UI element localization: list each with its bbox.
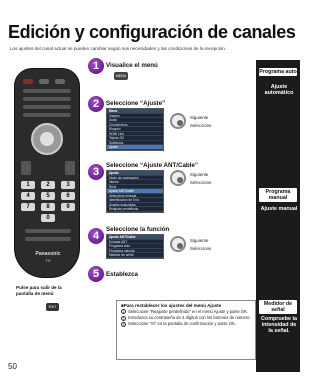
menu-row-selected: Ajuste	[107, 145, 163, 150]
remote-button-row	[25, 237, 71, 241]
sidebar-desc-manual: Ajuste manual	[260, 206, 298, 212]
menu-row: Ajuste	[107, 171, 163, 176]
nav-select-label: Seleccione	[190, 180, 212, 185]
remote-button	[39, 79, 49, 84]
reset-note-title: ■Para restablecer los ajustes del menú Ajuste	[121, 303, 222, 308]
nav-next-label: Siguiente	[190, 172, 209, 177]
number-key: 1	[21, 181, 35, 189]
number-key: 5	[41, 192, 55, 200]
menu-row: Cronómetros	[107, 123, 163, 128]
menu-row: Seleccione entrada	[107, 194, 163, 199]
menu-row: Entrada ANT	[107, 240, 163, 245]
sidebar	[256, 60, 300, 372]
step-1-label: Visualice el menú	[106, 62, 158, 69]
step-5-label: Establezca	[106, 271, 138, 278]
menu-row: Identificación de Entr.	[107, 198, 163, 203]
step-4-badge: 4	[88, 228, 104, 244]
remote-button-row	[23, 89, 71, 93]
number-key: 8	[41, 203, 55, 211]
dpad-icon	[170, 113, 186, 129]
number-key: 6	[61, 192, 75, 200]
menu-row: Bloqueo	[107, 127, 163, 132]
menu-screen-ant-cable	[106, 170, 164, 213]
intro-text: Los ajustes del canal actual se pueden cambiar según sus necesidades y las condiciones de la recepción.	[10, 46, 227, 51]
number-key: 7	[21, 203, 35, 211]
nav-select-label: Seleccione	[190, 246, 212, 251]
nav-next-label: Siguiente	[190, 238, 209, 243]
nav-hint	[170, 236, 228, 262]
menu-row: Audio	[107, 118, 163, 123]
sidebar-label-auto: Programa auto	[259, 69, 297, 75]
sidebar-desc-auto: Ajuste automático	[264, 84, 294, 96]
step-3-badge: 3	[88, 164, 104, 180]
menu-row: Ajuste ANT/Cable	[107, 235, 163, 240]
remote-sub: TV	[45, 258, 51, 263]
number-key: 4	[21, 192, 35, 200]
menu-screen-function	[106, 234, 164, 259]
dpad-icon	[170, 170, 186, 186]
step-1-badge: 1	[88, 58, 104, 74]
remote-button-row	[23, 105, 71, 109]
power-button	[23, 79, 33, 84]
ok-button	[40, 132, 54, 146]
nav-hint	[170, 113, 228, 139]
menu-row: HDMI Link	[107, 132, 163, 137]
menu-row: Modo de navegación	[107, 176, 163, 181]
nav-hint	[170, 170, 228, 196]
step-3-label: Seleccione “Ajuste ANT/Cable”	[106, 162, 198, 169]
remote-brand: Panasonic	[35, 251, 61, 257]
remote-button	[55, 79, 65, 84]
remote-button-row	[23, 113, 71, 117]
sidebar-desc-signal: Compruebe la intensidad de la señal.	[261, 316, 297, 334]
exit-note: Pulse para salir de la pantalla de menú	[16, 285, 62, 296]
nav-select-label: Seleccione	[190, 123, 212, 128]
menu-row-selected: Ajuste ANT/Cable	[107, 189, 163, 194]
channel-button	[65, 161, 75, 175]
exit-key: EXIT	[46, 303, 59, 311]
reset-note-box	[116, 300, 256, 360]
menu-row: Imagen	[107, 114, 163, 119]
reset-note-item: 2 Introduzca su contraseña de 4 dígitos con los botones de número.	[122, 315, 251, 321]
number-key: 0	[41, 214, 55, 222]
step-4-label: Seleccione la función	[106, 226, 170, 233]
sidebar-label-signal: Medidor de señal	[259, 300, 297, 314]
menu-row: Reajuste predefinido	[107, 207, 163, 212]
step-2-badge: 2	[88, 96, 104, 112]
page-number: 50	[8, 362, 17, 371]
page-title: Edición y configuración de canales	[8, 22, 296, 42]
menu-row: Subtítulos	[107, 141, 163, 146]
menu-row: Idioma	[107, 180, 163, 185]
menu-screen-ajuste	[106, 108, 164, 151]
reset-note-item: 1 Seleccione “Reajuste predefinido” en el menú Ajuste y pulse OK.	[122, 309, 249, 315]
nav-next-label: Siguiente	[190, 115, 209, 120]
menu-row: Programa manual	[107, 249, 163, 254]
remote-button-row	[23, 97, 71, 101]
number-key: 3	[61, 181, 75, 189]
menu-row: Programa auto	[107, 244, 163, 249]
remote-control	[14, 68, 80, 278]
step-5-badge: 5	[88, 266, 104, 282]
dpad-icon	[170, 236, 186, 252]
number-key: 2	[41, 181, 55, 189]
reset-note-item: 3 Seleccione “Sí” en la pantalla de confirmación y pulse OK.	[122, 321, 237, 327]
sidebar-label-manual: Programa manual	[259, 188, 297, 202]
menu-row: Ajustes avanzados	[107, 203, 163, 208]
menu-row: Tarjeta SD	[107, 136, 163, 141]
volume-button	[21, 161, 31, 175]
number-key: 9	[61, 203, 75, 211]
remote-button-row	[25, 229, 71, 233]
menu-row: Menú	[107, 109, 163, 114]
menu-key: MENU	[115, 74, 127, 78]
step-2-label: Seleccione “Ajuste”	[106, 100, 166, 107]
menu-row: Reloj	[107, 185, 163, 190]
menu-row: Medidor de señal	[107, 253, 163, 258]
